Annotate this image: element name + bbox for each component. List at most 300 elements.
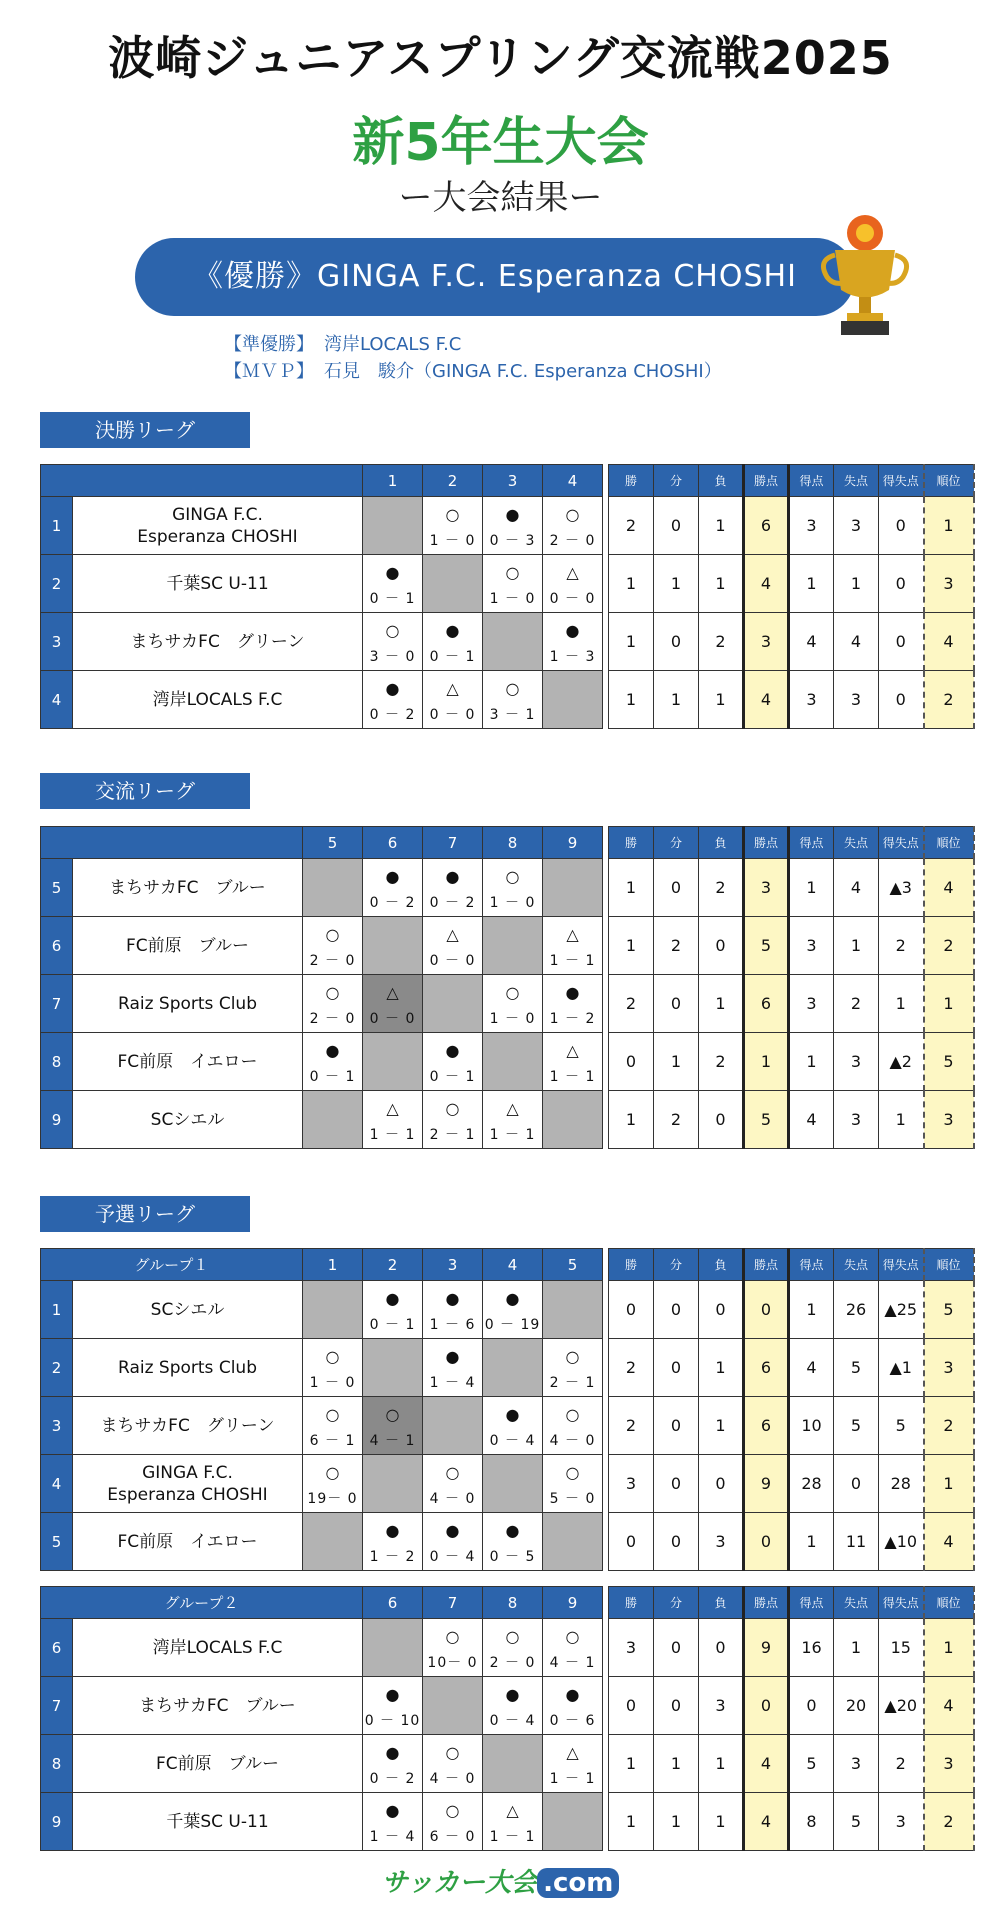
result-mark: ● bbox=[385, 1743, 400, 1762]
column-header: 7 bbox=[423, 1587, 483, 1619]
match-result bbox=[483, 975, 543, 1033]
match-result bbox=[543, 1339, 603, 1397]
stat-header: 順位 bbox=[924, 1587, 974, 1619]
match-result bbox=[303, 1455, 363, 1513]
stat-header: 得点 bbox=[789, 827, 834, 859]
row-number: 2 bbox=[41, 1339, 73, 1397]
stat-cell: 1 bbox=[609, 613, 654, 671]
stat-cell: 4 bbox=[924, 1513, 974, 1571]
match-score: 1 － 0 bbox=[489, 895, 536, 911]
match-result bbox=[423, 1735, 483, 1793]
stat-cell: 3 bbox=[609, 1619, 654, 1677]
stat-header: 勝点 bbox=[744, 827, 789, 859]
match-score: 6 － 1 bbox=[309, 1433, 356, 1449]
match-score: 0 － 0 bbox=[369, 1011, 416, 1027]
match-score: 0 － 1 bbox=[309, 1069, 356, 1085]
stat-cell: 1 bbox=[789, 1281, 834, 1339]
stat-cell: 3 bbox=[789, 671, 834, 729]
champion-banner: 《優勝》GINGA F.C. Esperanza CHOSHI bbox=[135, 238, 855, 316]
match-score: 2 － 0 bbox=[309, 953, 356, 969]
row-number: 7 bbox=[41, 1677, 73, 1735]
stat-cell: 3 bbox=[789, 975, 834, 1033]
match-result bbox=[423, 1033, 483, 1091]
stat-cell: 0 bbox=[744, 1677, 789, 1735]
result-mark: △ bbox=[506, 1099, 519, 1118]
blank-cell bbox=[423, 975, 483, 1033]
stat-cell: 1 bbox=[924, 975, 974, 1033]
match-result bbox=[483, 497, 543, 555]
table-row bbox=[41, 917, 974, 975]
group-label bbox=[41, 827, 303, 859]
stat-cell: 0 bbox=[654, 1677, 699, 1735]
stat-cell: 1 bbox=[654, 1033, 699, 1091]
blank-cell bbox=[543, 1281, 603, 1339]
result-mark: △ bbox=[566, 563, 579, 582]
table-row bbox=[41, 613, 974, 671]
stat-header: 勝点 bbox=[744, 1249, 789, 1281]
column-header: 4 bbox=[543, 465, 603, 497]
result-mark: ○ bbox=[385, 1405, 400, 1424]
stat-header: 勝 bbox=[609, 1587, 654, 1619]
table-row bbox=[41, 1793, 974, 1851]
match-result bbox=[543, 613, 603, 671]
row-number: 3 bbox=[41, 1397, 73, 1455]
stat-cell: 0 bbox=[654, 1281, 699, 1339]
match-result bbox=[483, 555, 543, 613]
blank-cell bbox=[483, 917, 543, 975]
match-result bbox=[423, 671, 483, 729]
blank-cell bbox=[303, 859, 363, 917]
table-row bbox=[41, 859, 974, 917]
stat-header: 順位 bbox=[924, 465, 974, 497]
stat-cell: 4 bbox=[924, 1677, 974, 1735]
blank-cell bbox=[543, 859, 603, 917]
blank-cell bbox=[483, 1455, 543, 1513]
site-logo: サッカー大会 .com bbox=[0, 1862, 1001, 1899]
stat-cell: 1 bbox=[789, 859, 834, 917]
table-row bbox=[41, 1513, 974, 1571]
stat-cell: 0 bbox=[699, 917, 744, 975]
stat-cell: 4 bbox=[744, 671, 789, 729]
stat-cell: 3 bbox=[834, 497, 879, 555]
match-score: 1 － 1 bbox=[489, 1829, 536, 1845]
result-mark: △ bbox=[506, 1801, 519, 1820]
stat-cell: 4 bbox=[834, 613, 879, 671]
blank-cell bbox=[303, 1281, 363, 1339]
match-score: 4 － 0 bbox=[549, 1433, 596, 1449]
row-number: 1 bbox=[41, 1281, 73, 1339]
stat-header: 順位 bbox=[924, 1249, 974, 1281]
stat-header: 負 bbox=[699, 827, 744, 859]
match-score: 1 － 0 bbox=[429, 533, 476, 549]
match-score: 2 － 1 bbox=[549, 1375, 596, 1391]
stat-cell: 5 bbox=[834, 1339, 879, 1397]
match-result bbox=[363, 1513, 423, 1571]
stat-cell: 16 bbox=[789, 1619, 834, 1677]
stat-cell: 0 bbox=[699, 1091, 744, 1149]
team-name: 湾岸LOCALS F.C bbox=[73, 671, 363, 729]
result-mark: ● bbox=[505, 1685, 520, 1704]
row-number: 5 bbox=[41, 1513, 73, 1571]
stat-cell: 3 bbox=[924, 555, 974, 613]
match-score: 0 － 2 bbox=[369, 895, 416, 911]
stat-cell: 1 bbox=[609, 859, 654, 917]
result-mark: ● bbox=[385, 563, 400, 582]
stat-cell: 1 bbox=[609, 1091, 654, 1149]
match-result bbox=[423, 917, 483, 975]
match-score: 19－ 0 bbox=[307, 1491, 358, 1507]
match-result bbox=[363, 1735, 423, 1793]
match-result bbox=[303, 975, 363, 1033]
stat-cell: 1 bbox=[924, 497, 974, 555]
group-label: グループ２ bbox=[41, 1587, 363, 1619]
result-mark: △ bbox=[566, 1743, 579, 1762]
stat-cell: 9 bbox=[744, 1619, 789, 1677]
result-mark: ○ bbox=[505, 983, 520, 1002]
stat-cell: 2 bbox=[699, 613, 744, 671]
stat-cell: 1 bbox=[699, 975, 744, 1033]
stat-cell: 0 bbox=[609, 1677, 654, 1735]
blank-cell bbox=[543, 1513, 603, 1571]
result-mark: ● bbox=[385, 1521, 400, 1540]
result-mark: ○ bbox=[445, 1743, 460, 1762]
blank-cell bbox=[363, 1033, 423, 1091]
match-score: 0 － 4 bbox=[489, 1713, 536, 1729]
stat-cell: 4 bbox=[834, 859, 879, 917]
blank-cell bbox=[303, 1513, 363, 1571]
team-name: FC前原 ブルー bbox=[73, 917, 303, 975]
table-row bbox=[41, 1397, 974, 1455]
group2-table bbox=[40, 1586, 975, 1851]
column-header: 5 bbox=[303, 827, 363, 859]
result-mark: ● bbox=[505, 1289, 520, 1308]
stat-cell: 0 bbox=[654, 497, 699, 555]
stat-cell: 1 bbox=[744, 1033, 789, 1091]
match-score: 6 － 0 bbox=[429, 1829, 476, 1845]
column-header: 2 bbox=[423, 465, 483, 497]
row-number: 5 bbox=[41, 859, 73, 917]
stat-cell: 0 bbox=[654, 1455, 699, 1513]
team-name: まちサカFC グリーン bbox=[73, 613, 363, 671]
match-score: 4 － 1 bbox=[549, 1655, 596, 1671]
team-name: FC前原 ブルー bbox=[73, 1735, 363, 1793]
result-mark: ○ bbox=[445, 1463, 460, 1482]
results-label: ー大会結果ー bbox=[398, 178, 603, 218]
blank-cell bbox=[423, 1677, 483, 1735]
stat-header: 失点 bbox=[834, 1249, 879, 1281]
stat-cell: 0 bbox=[654, 859, 699, 917]
stat-cell: 8 bbox=[789, 1793, 834, 1851]
match-result bbox=[303, 1033, 363, 1091]
stat-cell: 3 bbox=[924, 1735, 974, 1793]
match-result bbox=[363, 555, 423, 613]
page-subtitle: 新5年生大会 bbox=[352, 113, 649, 173]
match-score: 0 － 5 bbox=[489, 1549, 536, 1565]
match-result bbox=[543, 1397, 603, 1455]
match-result bbox=[543, 1455, 603, 1513]
match-score: 1 － 1 bbox=[369, 1127, 416, 1143]
row-number: 8 bbox=[41, 1735, 73, 1793]
column-header: 5 bbox=[543, 1249, 603, 1281]
blank-cell bbox=[543, 1793, 603, 1851]
stat-cell: 1 bbox=[699, 671, 744, 729]
match-score: 2 － 1 bbox=[429, 1127, 476, 1143]
match-score: 1 － 1 bbox=[549, 953, 596, 969]
result-mark: △ bbox=[386, 1099, 399, 1118]
match-score: 1 － 4 bbox=[369, 1829, 416, 1845]
stat-cell: 0 bbox=[834, 1455, 879, 1513]
match-result bbox=[543, 1735, 603, 1793]
section-exchange-league: 交流リーグ bbox=[40, 773, 250, 809]
result-mark: △ bbox=[566, 925, 579, 944]
stat-cell: 0 bbox=[609, 1513, 654, 1571]
stat-cell: 1 bbox=[609, 555, 654, 613]
stat-cell: 6 bbox=[744, 975, 789, 1033]
match-score: 0 － 2 bbox=[369, 1771, 416, 1787]
stat-cell: ▲20 bbox=[879, 1677, 924, 1735]
stat-cell: 28 bbox=[789, 1455, 834, 1513]
match-result bbox=[423, 613, 483, 671]
table-row bbox=[41, 671, 974, 729]
result-mark: ● bbox=[505, 1405, 520, 1424]
match-score: 4 － 0 bbox=[429, 1771, 476, 1787]
stat-header: 得点 bbox=[789, 1249, 834, 1281]
exchange-league-table bbox=[40, 826, 975, 1149]
team-name: FC前原 イエロー bbox=[73, 1513, 303, 1571]
section-prelim-league: 予選リーグ bbox=[40, 1196, 250, 1232]
match-score: 0 － 10 bbox=[364, 1713, 421, 1729]
row-number: 3 bbox=[41, 613, 73, 671]
match-result bbox=[543, 917, 603, 975]
stat-cell: 4 bbox=[744, 1735, 789, 1793]
match-result bbox=[483, 1513, 543, 1571]
stat-header: 分 bbox=[654, 1249, 699, 1281]
match-score: 1 － 3 bbox=[549, 649, 596, 665]
match-result bbox=[363, 671, 423, 729]
result-mark: ● bbox=[565, 1685, 580, 1704]
stat-cell: 11 bbox=[834, 1513, 879, 1571]
match-result bbox=[363, 613, 423, 671]
stat-header: 負 bbox=[699, 465, 744, 497]
stat-cell: 0 bbox=[699, 1281, 744, 1339]
stat-cell: 1 bbox=[699, 1339, 744, 1397]
column-header: 8 bbox=[483, 1587, 543, 1619]
stat-cell: 0 bbox=[654, 1619, 699, 1677]
stat-cell: 5 bbox=[789, 1735, 834, 1793]
match-score: 1 － 1 bbox=[549, 1069, 596, 1085]
match-result bbox=[363, 1091, 423, 1149]
table-row bbox=[41, 1735, 974, 1793]
group-label bbox=[41, 465, 363, 497]
column-header: 1 bbox=[363, 465, 423, 497]
stat-header: 得失点 bbox=[879, 827, 924, 859]
stat-cell: 2 bbox=[609, 1397, 654, 1455]
stat-cell: 3 bbox=[699, 1677, 744, 1735]
stat-cell: 15 bbox=[879, 1619, 924, 1677]
match-score: 0 － 6 bbox=[549, 1713, 596, 1729]
stat-cell: 3 bbox=[834, 1735, 879, 1793]
result-mark: ● bbox=[445, 621, 460, 640]
stat-header: 順位 bbox=[924, 827, 974, 859]
result-mark: ● bbox=[385, 1801, 400, 1820]
row-number: 1 bbox=[41, 497, 73, 555]
stat-cell: 20 bbox=[834, 1677, 879, 1735]
column-header: 1 bbox=[303, 1249, 363, 1281]
stat-cell: 1 bbox=[609, 917, 654, 975]
stat-cell: 4 bbox=[789, 613, 834, 671]
row-number: 9 bbox=[41, 1793, 73, 1851]
match-result bbox=[483, 1619, 543, 1677]
match-result bbox=[423, 1513, 483, 1571]
stat-cell: 2 bbox=[699, 859, 744, 917]
stat-cell: 5 bbox=[744, 917, 789, 975]
match-result bbox=[363, 1397, 423, 1455]
group1-table bbox=[40, 1248, 975, 1571]
stat-cell: 3 bbox=[789, 497, 834, 555]
runner-up-line: 【準優勝】 湾岸LOCALS F.C bbox=[224, 334, 462, 355]
stat-cell: 4 bbox=[789, 1339, 834, 1397]
result-mark: ● bbox=[565, 983, 580, 1002]
match-score: 0 － 0 bbox=[549, 591, 596, 607]
mvp-line: 【ＭＶＰ】 石見 駿介（GINGA F.C. Esperanza CHOSHI） bbox=[224, 361, 722, 382]
stat-cell: 1 bbox=[834, 555, 879, 613]
match-score: 2 － 0 bbox=[489, 1655, 536, 1671]
blank-cell bbox=[423, 555, 483, 613]
stat-cell: 0 bbox=[609, 1033, 654, 1091]
result-mark: △ bbox=[386, 983, 399, 1002]
match-result bbox=[543, 1677, 603, 1735]
stat-cell: 2 bbox=[924, 1793, 974, 1851]
match-result bbox=[543, 975, 603, 1033]
result-mark: ○ bbox=[445, 1801, 460, 1820]
column-header: 9 bbox=[543, 827, 603, 859]
stat-header: 失点 bbox=[834, 827, 879, 859]
match-score: 0 － 0 bbox=[429, 953, 476, 969]
stat-cell: 1 bbox=[789, 1033, 834, 1091]
result-mark: ● bbox=[505, 1521, 520, 1540]
stat-cell: 1 bbox=[789, 1513, 834, 1571]
match-result bbox=[483, 1397, 543, 1455]
stat-cell: 3 bbox=[834, 1033, 879, 1091]
stat-cell: 4 bbox=[744, 1793, 789, 1851]
match-score: 1 － 6 bbox=[429, 1317, 476, 1333]
match-result bbox=[423, 1091, 483, 1149]
result-mark: ● bbox=[565, 621, 580, 640]
stat-header: 勝点 bbox=[744, 1587, 789, 1619]
result-mark: ○ bbox=[565, 1627, 580, 1646]
match-score: 0 － 4 bbox=[429, 1549, 476, 1565]
section-final-league: 決勝リーグ bbox=[40, 412, 250, 448]
table-row bbox=[41, 497, 974, 555]
match-result bbox=[423, 1455, 483, 1513]
result-mark: ● bbox=[445, 1041, 460, 1060]
stat-cell: 2 bbox=[609, 1339, 654, 1397]
column-header: 7 bbox=[423, 827, 483, 859]
result-mark: ○ bbox=[325, 925, 340, 944]
result-mark: ○ bbox=[505, 1627, 520, 1646]
stat-cell: 5 bbox=[834, 1397, 879, 1455]
team-name: まちサカFC ブルー bbox=[73, 859, 303, 917]
row-number: 7 bbox=[41, 975, 73, 1033]
match-result bbox=[363, 1793, 423, 1851]
match-result bbox=[543, 497, 603, 555]
match-result bbox=[423, 1793, 483, 1851]
stat-cell: 4 bbox=[924, 613, 974, 671]
match-score: 0 － 3 bbox=[489, 533, 536, 549]
stat-header: 勝 bbox=[609, 1249, 654, 1281]
stat-cell: 0 bbox=[879, 555, 924, 613]
stat-cell: 1 bbox=[609, 1735, 654, 1793]
stat-header: 失点 bbox=[834, 465, 879, 497]
stat-header: 分 bbox=[654, 1587, 699, 1619]
match-result bbox=[423, 497, 483, 555]
blank-cell bbox=[363, 1339, 423, 1397]
stat-cell: 1 bbox=[879, 1091, 924, 1149]
blank-cell bbox=[483, 1033, 543, 1091]
stat-cell: 4 bbox=[744, 555, 789, 613]
stat-cell: 1 bbox=[834, 1619, 879, 1677]
stat-cell: 2 bbox=[879, 1735, 924, 1793]
blank-cell bbox=[363, 917, 423, 975]
match-result bbox=[483, 859, 543, 917]
stat-cell: 1 bbox=[609, 1793, 654, 1851]
team-name: まちサカFC グリーン bbox=[73, 1397, 303, 1455]
stat-cell: 0 bbox=[879, 497, 924, 555]
column-header: 9 bbox=[543, 1587, 603, 1619]
match-score: 5 － 0 bbox=[549, 1491, 596, 1507]
stat-cell: 1 bbox=[654, 1735, 699, 1793]
match-score: 1 － 4 bbox=[429, 1375, 476, 1391]
stat-header: 得失点 bbox=[879, 465, 924, 497]
match-score: 10－ 0 bbox=[427, 1655, 478, 1671]
stat-header: 得失点 bbox=[879, 1249, 924, 1281]
blank-cell bbox=[363, 1619, 423, 1677]
stat-cell: 0 bbox=[699, 1455, 744, 1513]
stat-cell: 2 bbox=[654, 1091, 699, 1149]
result-mark: ○ bbox=[565, 1405, 580, 1424]
team-name: FC前原 イエロー bbox=[73, 1033, 303, 1091]
blank-cell bbox=[483, 613, 543, 671]
group-label: グループ１ bbox=[41, 1249, 303, 1281]
final-league-table bbox=[40, 464, 975, 729]
match-result bbox=[363, 1281, 423, 1339]
match-result bbox=[483, 1281, 543, 1339]
stat-cell: 6 bbox=[744, 1339, 789, 1397]
table-row bbox=[41, 1339, 974, 1397]
blank-cell bbox=[543, 671, 603, 729]
match-score: 4 － 0 bbox=[429, 1491, 476, 1507]
stat-cell: 2 bbox=[879, 917, 924, 975]
result-mark: △ bbox=[566, 1041, 579, 1060]
column-header: 3 bbox=[483, 465, 543, 497]
match-score: 0 － 2 bbox=[369, 707, 416, 723]
stat-header: 負 bbox=[699, 1249, 744, 1281]
match-score: 0 － 1 bbox=[369, 591, 416, 607]
result-mark: ○ bbox=[325, 1405, 340, 1424]
match-score: 0 － 1 bbox=[369, 1317, 416, 1333]
match-result bbox=[483, 1793, 543, 1851]
blank-cell bbox=[423, 1397, 483, 1455]
match-score: 0 － 2 bbox=[429, 895, 476, 911]
result-mark: ● bbox=[385, 1685, 400, 1704]
result-mark: ○ bbox=[565, 1347, 580, 1366]
stat-cell: 1 bbox=[699, 1793, 744, 1851]
result-mark: ● bbox=[445, 1521, 460, 1540]
stat-cell: 3 bbox=[789, 917, 834, 975]
stat-cell: 0 bbox=[654, 613, 699, 671]
stat-cell: 1 bbox=[699, 555, 744, 613]
stat-cell: 5 bbox=[924, 1281, 974, 1339]
